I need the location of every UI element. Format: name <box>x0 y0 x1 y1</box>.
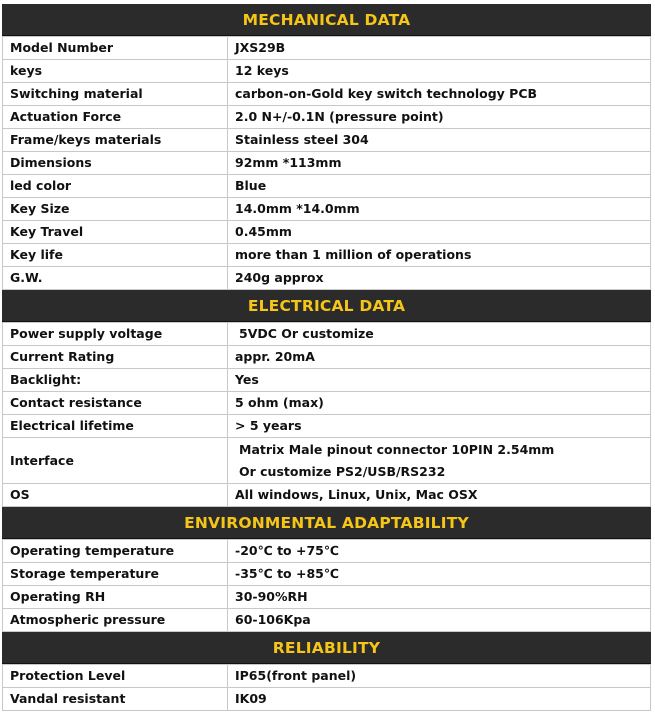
section-header: ENVIRONMENTAL ADAPTABILITY <box>2 507 651 539</box>
spec-label: Model Number <box>3 37 228 60</box>
spec-row <box>3 484 651 507</box>
spec-table <box>2 36 651 290</box>
spec-value: 30-90%RH <box>228 586 651 609</box>
spec-value: appr. 20mA <box>228 346 651 369</box>
spec-label: led color <box>3 175 228 198</box>
spec-table <box>2 539 651 632</box>
spec-label: Power supply voltage <box>3 323 228 346</box>
spec-row <box>3 563 651 586</box>
section-header: MECHANICAL DATA <box>2 4 651 36</box>
spec-label: OS <box>3 484 228 507</box>
spec-value: 2.0 N+/-0.1N (pressure point) <box>228 106 651 129</box>
spec-label: keys <box>3 60 228 83</box>
spec-label: G.W. <box>3 267 228 290</box>
spec-label: Storage temperature <box>3 563 228 586</box>
spec-value-line: Matrix Male pinout connector 10PIN 2.54mm <box>239 441 555 457</box>
spec-label: Current Rating <box>3 346 228 369</box>
spec-value: 60-106Kpa <box>228 609 651 632</box>
section-header: ELECTRICAL DATA <box>2 290 651 322</box>
spec-row <box>3 415 651 438</box>
spec-row <box>3 665 651 688</box>
spec-row <box>3 586 651 609</box>
spec-row <box>3 323 651 346</box>
spec-row <box>3 438 651 484</box>
spec-label: Key Size <box>3 198 228 221</box>
spec-table <box>2 322 651 507</box>
spec-row <box>3 106 651 129</box>
spec-row <box>3 175 651 198</box>
spec-row <box>3 221 651 244</box>
spec-value: -35℃ to +85℃ <box>228 563 651 586</box>
spec-label: Interface <box>3 438 228 484</box>
spec-value: 5VDC Or customize <box>228 323 651 346</box>
spec-value: > 5 years <box>228 415 651 438</box>
spec-value: Stainless steel 304 <box>228 129 651 152</box>
spec-value: All windows, Linux, Unix, Mac OSX <box>228 484 651 507</box>
spec-value: IP65(front panel) <box>228 665 651 688</box>
spec-sheet <box>2 0 651 711</box>
spec-label: Key Travel <box>3 221 228 244</box>
spec-label: Switching material <box>3 83 228 106</box>
spec-value: JXS29B <box>228 37 651 60</box>
spec-label: Vandal resistant <box>3 688 228 711</box>
spec-value: 12 keys <box>228 60 651 83</box>
spec-value-line: Or customize PS2/USB/RS232 <box>239 463 446 479</box>
spec-row <box>3 267 651 290</box>
spec-row <box>3 129 651 152</box>
spec-value: Yes <box>228 369 651 392</box>
spec-value: carbon-on-Gold key switch technology PCB <box>228 83 651 106</box>
spec-value: -20℃ to +75℃ <box>228 540 651 563</box>
spec-value: 92mm *113mm <box>228 152 651 175</box>
spec-table <box>2 664 651 711</box>
spec-row <box>3 609 651 632</box>
spec-value: 14.0mm *14.0mm <box>228 198 651 221</box>
spec-row <box>3 346 651 369</box>
spec-row <box>3 60 651 83</box>
spec-label: Electrical lifetime <box>3 415 228 438</box>
spec-label: Backlight: <box>3 369 228 392</box>
spec-label: Contact resistance <box>3 392 228 415</box>
spec-row <box>3 152 651 175</box>
spec-label: Frame/keys materials <box>3 129 228 152</box>
section-header: RELIABILITY <box>2 632 651 664</box>
spec-value: 240g approx <box>228 267 651 290</box>
spec-row <box>3 540 651 563</box>
spec-row <box>3 37 651 60</box>
spec-value <box>228 438 651 484</box>
spec-label: Atmospheric pressure <box>3 609 228 632</box>
spec-value: 0.45mm <box>228 221 651 244</box>
spec-row <box>3 369 651 392</box>
spec-label: Protection Level <box>3 665 228 688</box>
spec-value: IK09 <box>228 688 651 711</box>
spec-label: Actuation Force <box>3 106 228 129</box>
spec-row <box>3 83 651 106</box>
spec-value: Blue <box>228 175 651 198</box>
spec-row <box>3 688 651 711</box>
spec-row <box>3 198 651 221</box>
spec-value: more than 1 million of operations <box>228 244 651 267</box>
spec-value: 5 ohm (max) <box>228 392 651 415</box>
spec-row <box>3 244 651 267</box>
spec-label: Operating RH <box>3 586 228 609</box>
spec-label: Operating temperature <box>3 540 228 563</box>
spec-label: Key life <box>3 244 228 267</box>
spec-label: Dimensions <box>3 152 228 175</box>
spec-row <box>3 392 651 415</box>
